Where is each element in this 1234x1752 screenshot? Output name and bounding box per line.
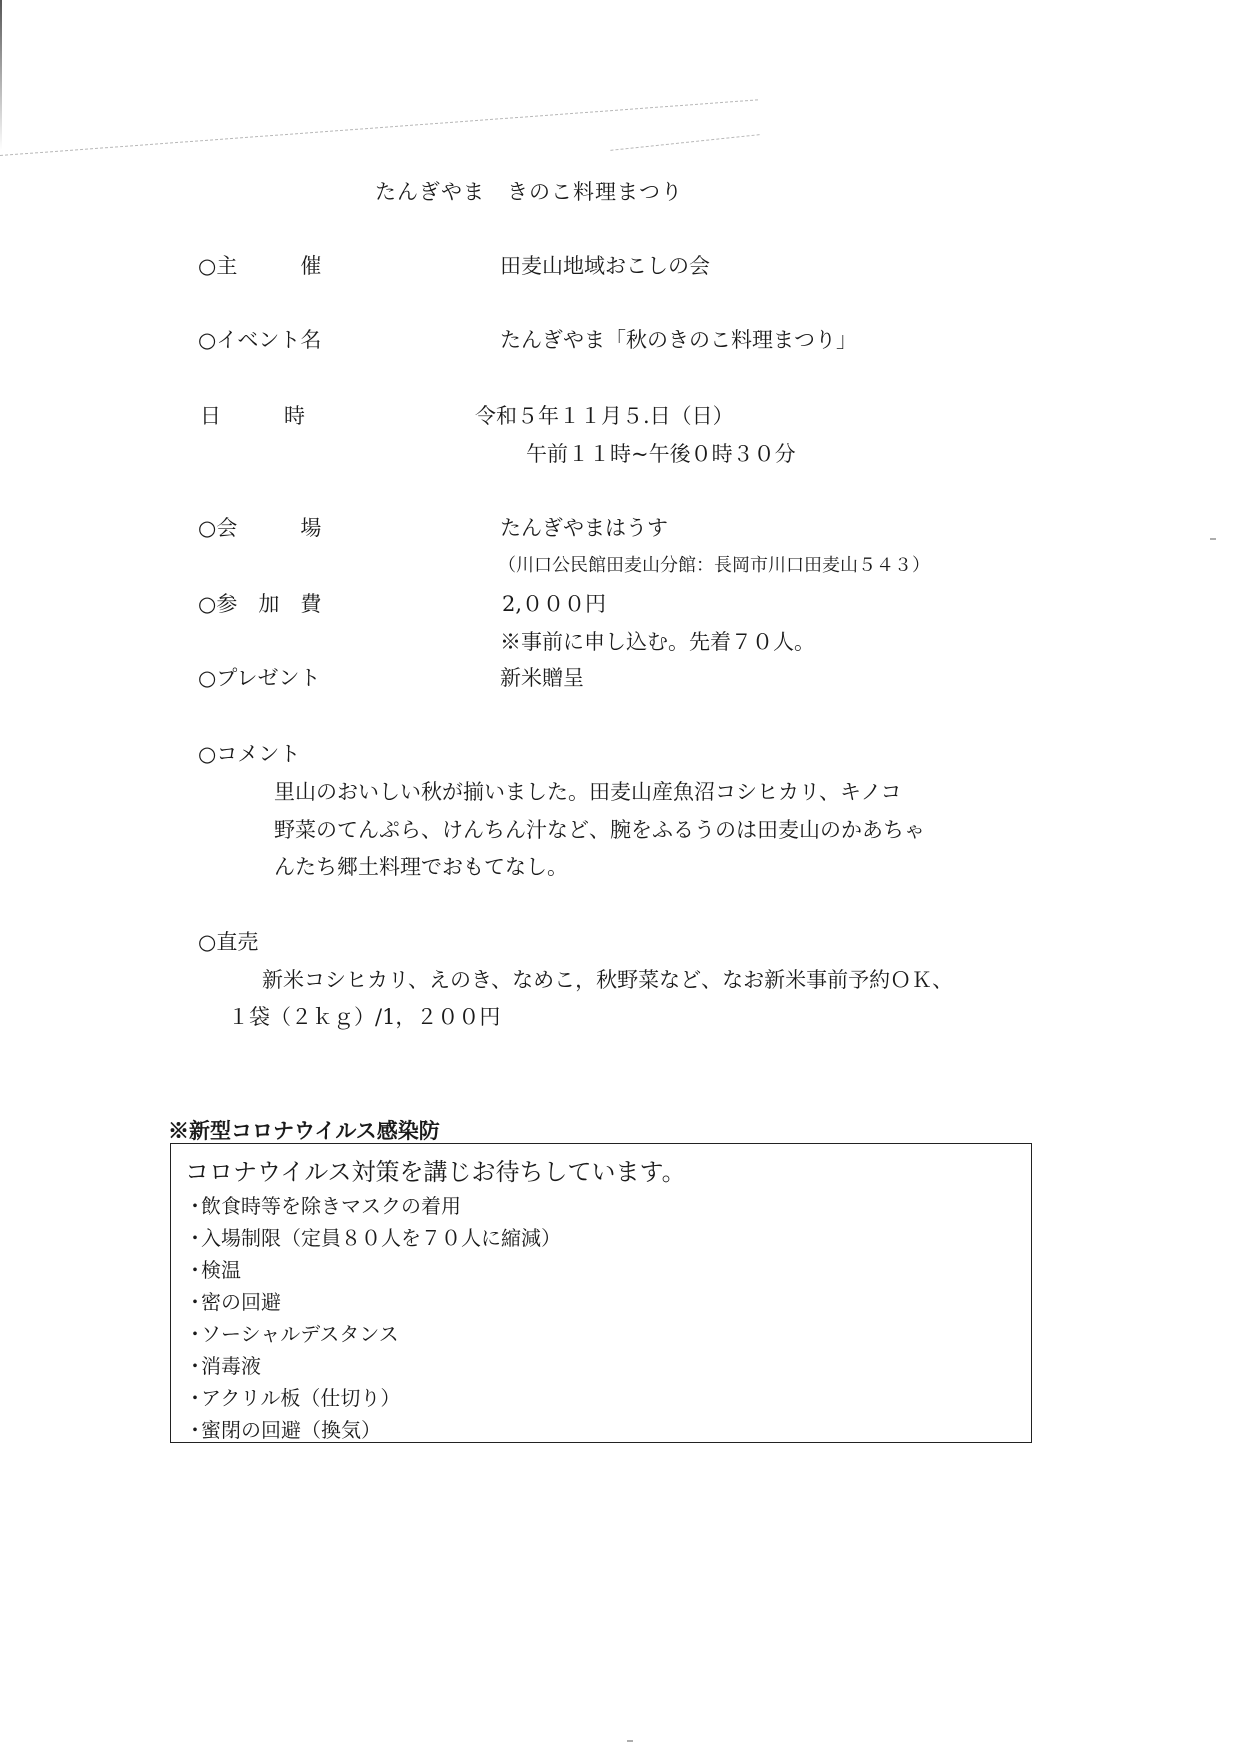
scan-speck: [1210, 538, 1216, 540]
comment-line: 里山のおいしい秋が揃いました。田麦山産魚沼コシヒカリ、キノコ: [274, 780, 902, 804]
scan-fold-line: [0, 99, 758, 156]
list-item: [185, 1382, 561, 1414]
scan-fold-line: [610, 134, 759, 151]
bullet-mark: ・: [185, 1258, 205, 1282]
bullet-mark: ・: [185, 1322, 205, 1346]
comment-line: んたち郷土料理でおもてなし。: [274, 855, 568, 879]
bullet-mark: ・: [185, 1418, 205, 1442]
list-item-text: アクリル板（仕切り）: [201, 1386, 401, 1410]
list-item: [185, 1286, 561, 1318]
covid-measures-list: [185, 1190, 561, 1446]
list-item-text: 密の回避: [201, 1290, 281, 1314]
list-item-text: 消毒液: [201, 1354, 261, 1378]
bullet-mark: ・: [185, 1226, 205, 1250]
list-item: [185, 1222, 561, 1254]
covid-lead: コロナウイルス対策を講じお待ちしています。: [185, 1158, 686, 1186]
list-item-text: 蜜閉の回避（換気）: [201, 1418, 381, 1442]
fee-label: ○参 加 費: [198, 592, 322, 616]
bullet-mark: ・: [185, 1290, 205, 1314]
direct-sales-line: １袋（２ｋｇ）/1，２００円: [228, 1005, 501, 1029]
present-label: ○プレゼント: [198, 666, 321, 690]
bullet-mark: ・: [185, 1194, 205, 1218]
covid-heading: ※新型コロナウイルス感染防: [168, 1118, 440, 1143]
datetime-date: 令和５年１１月５.日（日）: [475, 404, 734, 428]
scan-speck: [627, 1740, 633, 1742]
venue-address: （川口公民館田麦山分館：長岡市川口田麦山５４３）: [498, 555, 930, 576]
list-item-text: ソーシャルデスタンス: [201, 1322, 399, 1346]
bullet-mark: ・: [185, 1354, 205, 1378]
direct-sales-label: ○直売: [198, 930, 259, 954]
list-item: [185, 1350, 561, 1382]
list-item-text: 検温: [201, 1258, 241, 1282]
event-name-label: ○イベント名: [198, 328, 322, 352]
bullet-mark: ・: [185, 1386, 205, 1410]
comment-line: 野菜のてんぷら、けんちん汁など、腕をふるうのは田麦山のかあちゃ: [274, 818, 925, 842]
list-item: [185, 1254, 561, 1286]
list-item-text: 入場制限（定員８０人を７０人に縮減）: [201, 1226, 561, 1250]
comment-label: ○コメント: [198, 742, 301, 766]
direct-sales-line: 新米コシヒカリ、えのき、なめこ，秋野菜など、なお新米事前予約ＯＫ、: [262, 968, 954, 992]
datetime-label: 日 時: [200, 404, 305, 428]
organizer-label: ○主 催: [198, 254, 322, 278]
list-item-text: 飲食時等を除きマスクの着用: [201, 1194, 461, 1218]
fee-note: ※事前に申し込む。先着７０人。: [500, 630, 815, 654]
event-name-value: たんぎやま「秋のきのこ料理まつり」: [500, 328, 857, 352]
fee-amount: 2,０００円: [502, 592, 607, 616]
list-item: [185, 1414, 561, 1446]
venue-name: たんぎやまはうす: [500, 516, 668, 540]
datetime-time: 午前１１時~午後０時３０分: [526, 442, 796, 466]
list-item: [185, 1318, 561, 1350]
document-title: たんぎやま きのこ料理まつり: [375, 180, 683, 204]
covid-notice-box: [170, 1143, 1032, 1443]
scan-edge-shadow: [0, 0, 2, 150]
organizer-value: 田麦山地域おこしの会: [500, 254, 710, 278]
list-item: [185, 1190, 561, 1222]
present-value: 新米贈呈: [500, 666, 584, 690]
venue-label: ○会 場: [198, 516, 322, 540]
